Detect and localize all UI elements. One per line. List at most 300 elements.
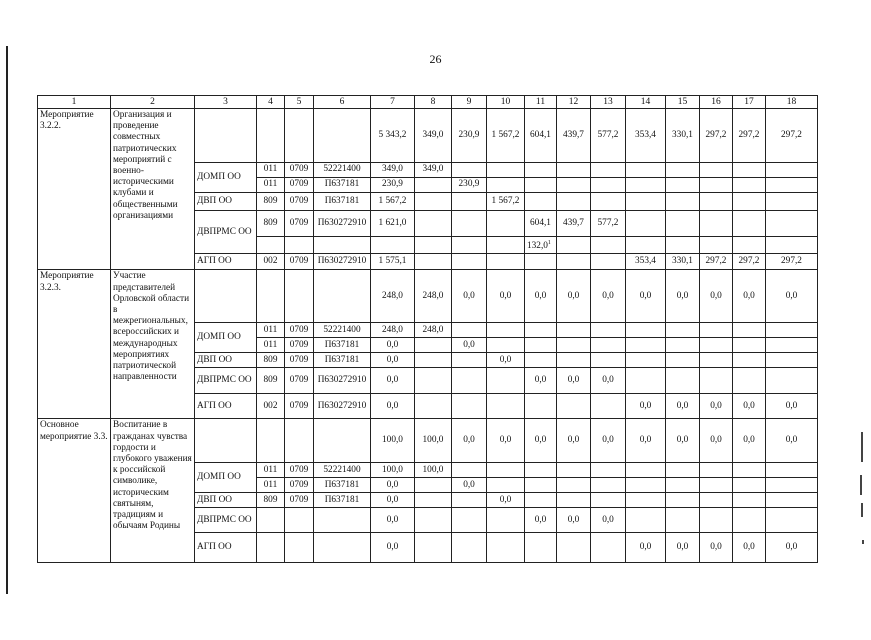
amount-value: 577,2: [591, 211, 626, 237]
total-value: 0,0: [452, 419, 487, 463]
column-number-header: 10: [487, 96, 525, 109]
total-value: 0,0: [733, 270, 766, 323]
total-value: 0,0: [666, 270, 700, 323]
total-value: 297,2: [700, 109, 733, 163]
rzpr-code: 0709: [285, 323, 314, 338]
amount-value: [766, 193, 818, 211]
amount-value: [487, 211, 525, 237]
amount-value: [452, 493, 487, 508]
csr-code: 52221400: [314, 163, 371, 178]
page-number: 26: [429, 52, 442, 66]
total-value: 0,0: [525, 419, 557, 463]
csr-code: [314, 419, 371, 463]
amount-value: [452, 463, 487, 478]
amount-value: [626, 493, 666, 508]
amount-value: [733, 338, 766, 353]
total-value: 5 343,2: [371, 109, 415, 163]
amount-value: 0,0: [700, 394, 733, 419]
amount-value: 0,0: [371, 478, 415, 493]
column-number-header: 15: [666, 96, 700, 109]
executor-name: ДВПРМС ОО: [195, 368, 257, 394]
total-value: 100,0: [415, 419, 452, 463]
scan-artifact-mark: [861, 432, 863, 462]
grbs-code: [257, 419, 285, 463]
executor-name: АГП ОО: [195, 254, 257, 270]
amount-value: [415, 394, 452, 419]
amount-value: [487, 368, 525, 394]
executor-name: ДОМП ОО: [195, 163, 257, 193]
executor-name: ДВП ОО: [195, 353, 257, 368]
rzpr-code: [285, 533, 314, 563]
amount-value: [557, 353, 591, 368]
amount-value: [557, 394, 591, 419]
amount-value: [415, 478, 452, 493]
amount-value: [733, 323, 766, 338]
amount-value: [415, 353, 452, 368]
csr-code: [314, 109, 371, 163]
total-value: 353,4: [626, 109, 666, 163]
amount-value: [557, 178, 591, 193]
block-total-row: [38, 270, 818, 323]
csr-code: П630272910: [314, 254, 371, 270]
amount-value: 100,0: [371, 463, 415, 478]
total-value: 0,0: [591, 419, 626, 463]
amount-value: [666, 323, 700, 338]
header-row: [38, 96, 818, 109]
amount-value: [487, 163, 525, 178]
grbs-code: 809: [257, 211, 285, 237]
amount-value: [415, 493, 452, 508]
amount-value: 0,0: [666, 533, 700, 563]
amount-value: [700, 478, 733, 493]
amount-value: [557, 533, 591, 563]
amount-value: [371, 237, 415, 254]
amount-value: [766, 237, 818, 254]
total-value: 0,0: [666, 419, 700, 463]
amount-value: [591, 478, 626, 493]
amount-value: [700, 508, 733, 533]
amount-value: 0,0: [591, 508, 626, 533]
amount-value: [591, 394, 626, 419]
amount-value: [557, 493, 591, 508]
amount-value: 0,0: [557, 368, 591, 394]
csr-code: П630272910: [314, 211, 371, 237]
amount-value: [557, 193, 591, 211]
amount-value: 297,2: [766, 254, 818, 270]
amount-value: [766, 323, 818, 338]
amount-value: [415, 193, 452, 211]
amount-value: [452, 394, 487, 419]
total-value: 604,1: [525, 109, 557, 163]
binding-edge-line: [6, 46, 8, 594]
csr-code: 52221400: [314, 323, 371, 338]
amount-value: 1 575,1: [371, 254, 415, 270]
csr-code: [314, 270, 371, 323]
rzpr-code: [285, 109, 314, 163]
activity-code: Мероприятие 3.2.3.: [38, 270, 111, 419]
rzpr-code: [285, 419, 314, 463]
amount-value: [766, 338, 818, 353]
amount-value: [766, 163, 818, 178]
footnote-value: 132,0: [527, 241, 548, 252]
rzpr-code: 0709: [285, 368, 314, 394]
amount-value: [452, 323, 487, 338]
amount-value: [666, 211, 700, 237]
amount-value: [700, 211, 733, 237]
total-value: 248,0: [371, 270, 415, 323]
csr-code: [314, 533, 371, 563]
column-number-header: 9: [452, 96, 487, 109]
amount-value: [415, 254, 452, 270]
amount-value: [626, 463, 666, 478]
amount-value: [700, 338, 733, 353]
value-with-footnote: [525, 237, 557, 254]
amount-value: [591, 254, 626, 270]
budget-table: [37, 95, 818, 563]
rzpr-code: 0709: [285, 211, 314, 237]
amount-value: [626, 478, 666, 493]
grbs-code: [257, 508, 285, 533]
amount-value: 0,0: [371, 493, 415, 508]
amount-value: 0,0: [700, 533, 733, 563]
executor-name: ДОМП ОО: [195, 323, 257, 353]
total-value: 0,0: [591, 270, 626, 323]
grbs-code: 011: [257, 163, 285, 178]
amount-value: [666, 508, 700, 533]
total-value: 0,0: [700, 270, 733, 323]
amount-value: [626, 193, 666, 211]
column-number-header: 3: [195, 96, 257, 109]
amount-value: [525, 338, 557, 353]
amount-value: 0,0: [626, 394, 666, 419]
amount-value: [525, 493, 557, 508]
grbs-code: 011: [257, 463, 285, 478]
amount-value: 1 621,0: [371, 211, 415, 237]
csr-code: [314, 237, 371, 254]
amount-value: [487, 478, 525, 493]
rzpr-code: 0709: [285, 193, 314, 211]
amount-value: [591, 493, 626, 508]
column-number-header: 16: [700, 96, 733, 109]
scan-artifact-mark: [862, 540, 864, 544]
amount-value: 0,0: [371, 338, 415, 353]
amount-value: 0,0: [452, 338, 487, 353]
amount-value: [557, 478, 591, 493]
amount-value: 0,0: [666, 394, 700, 419]
amount-value: [591, 178, 626, 193]
total-value: 439,7: [557, 109, 591, 163]
amount-value: [415, 508, 452, 533]
total-value: 0,0: [733, 419, 766, 463]
amount-value: 353,4: [626, 254, 666, 270]
amount-value: 0,0: [371, 508, 415, 533]
rzpr-code: 0709: [285, 338, 314, 353]
column-number-header: 17: [733, 96, 766, 109]
amount-value: 0,0: [626, 533, 666, 563]
grbs-code: 002: [257, 254, 285, 270]
amount-value: 297,2: [733, 254, 766, 270]
amount-value: [626, 237, 666, 254]
csr-code: П637181: [314, 338, 371, 353]
amount-value: [487, 254, 525, 270]
amount-value: [666, 353, 700, 368]
amount-value: [626, 353, 666, 368]
activity-name: Воспитание в гражданах чувства гордости и глубокого уважения к российской символике, историческим святыням, традициям и обычаям Родины: [111, 419, 195, 563]
amount-value: [525, 394, 557, 419]
csr-code: П637181: [314, 193, 371, 211]
amount-value: [626, 163, 666, 178]
block-total-row: [38, 419, 818, 463]
executor-name: ДВП ОО: [195, 193, 257, 211]
grbs-code: 809: [257, 493, 285, 508]
amount-value: [557, 237, 591, 254]
rzpr-code: [285, 508, 314, 533]
amount-value: 0,0: [452, 478, 487, 493]
total-value: 100,0: [371, 419, 415, 463]
amount-value: [525, 254, 557, 270]
amount-value: [666, 193, 700, 211]
executor-cell: [195, 419, 257, 463]
amount-value: [666, 478, 700, 493]
amount-value: [557, 163, 591, 178]
amount-value: [452, 508, 487, 533]
amount-value: [666, 493, 700, 508]
amount-value: [666, 338, 700, 353]
amount-value: [591, 323, 626, 338]
amount-value: [733, 353, 766, 368]
total-value: 297,2: [766, 109, 818, 163]
amount-value: [700, 353, 733, 368]
amount-value: 349,0: [371, 163, 415, 178]
amount-value: [591, 533, 626, 563]
amount-value: [626, 508, 666, 533]
amount-value: [666, 463, 700, 478]
amount-value: [766, 493, 818, 508]
amount-value: [557, 323, 591, 338]
amount-value: 439,7: [557, 211, 591, 237]
amount-value: [557, 254, 591, 270]
amount-value: [733, 493, 766, 508]
amount-value: [733, 478, 766, 493]
amount-value: [666, 368, 700, 394]
activity-code: Мероприятие 3.2.2.: [38, 109, 111, 270]
grbs-code: [257, 533, 285, 563]
total-value: 0,0: [487, 270, 525, 323]
amount-value: 230,9: [371, 178, 415, 193]
amount-value: 1 567,2: [371, 193, 415, 211]
amount-value: [525, 463, 557, 478]
executor-name: ДОМП ОО: [195, 463, 257, 493]
total-value: 0,0: [525, 270, 557, 323]
amount-value: 0,0: [525, 508, 557, 533]
column-number-header: 1: [38, 96, 111, 109]
amount-value: [525, 178, 557, 193]
amount-value: [415, 338, 452, 353]
rzpr-code: [285, 237, 314, 254]
amount-value: 1 567,2: [487, 193, 525, 211]
amount-value: [591, 193, 626, 211]
amount-value: [766, 368, 818, 394]
amount-value: [700, 163, 733, 178]
total-value: 0,0: [557, 270, 591, 323]
csr-code: П637181: [314, 178, 371, 193]
column-number-header: 2: [111, 96, 195, 109]
amount-value: [487, 394, 525, 419]
amount-value: [700, 178, 733, 193]
amount-value: [626, 338, 666, 353]
total-value: 297,2: [733, 109, 766, 163]
amount-value: 0,0: [766, 533, 818, 563]
total-value: 248,0: [415, 270, 452, 323]
total-value: 0,0: [626, 419, 666, 463]
csr-code: П637181: [314, 478, 371, 493]
amount-value: [591, 237, 626, 254]
total-value: 0,0: [766, 270, 818, 323]
amount-value: [733, 211, 766, 237]
grbs-code: 011: [257, 323, 285, 338]
amount-value: 349,0: [415, 163, 452, 178]
rzpr-code: 0709: [285, 254, 314, 270]
amount-value: [452, 254, 487, 270]
executor-cell: [195, 270, 257, 323]
amount-value: [525, 353, 557, 368]
amount-value: [415, 533, 452, 563]
amount-value: 248,0: [371, 323, 415, 338]
activity-code: Основное мероприятие 3.3.: [38, 419, 111, 563]
rzpr-code: 0709: [285, 163, 314, 178]
rzpr-code: 0709: [285, 463, 314, 478]
amount-value: [452, 163, 487, 178]
amount-value: [666, 163, 700, 178]
grbs-code: 011: [257, 478, 285, 493]
amount-value: [733, 463, 766, 478]
amount-value: [525, 478, 557, 493]
total-value: 0,0: [700, 419, 733, 463]
rzpr-code: 0709: [285, 353, 314, 368]
amount-value: 230,9: [452, 178, 487, 193]
amount-value: [766, 508, 818, 533]
block-total-row: [38, 109, 818, 163]
amount-value: [666, 178, 700, 193]
total-value: 0,0: [452, 270, 487, 323]
amount-value: [452, 533, 487, 563]
amount-value: [487, 508, 525, 533]
amount-value: [415, 237, 452, 254]
column-number-header: 18: [766, 96, 818, 109]
amount-value: [700, 463, 733, 478]
amount-value: [766, 478, 818, 493]
amount-value: [766, 463, 818, 478]
amount-value: [700, 368, 733, 394]
rzpr-code: 0709: [285, 394, 314, 419]
amount-value: 330,1: [666, 254, 700, 270]
column-number-header: 12: [557, 96, 591, 109]
amount-value: [415, 211, 452, 237]
amount-value: [700, 193, 733, 211]
column-number-header: 4: [257, 96, 285, 109]
amount-value: [557, 463, 591, 478]
rzpr-code: 0709: [285, 178, 314, 193]
amount-value: [733, 163, 766, 178]
amount-value: [452, 211, 487, 237]
amount-value: [700, 237, 733, 254]
csr-code: П630272910: [314, 368, 371, 394]
amount-value: 0,0: [371, 394, 415, 419]
footnote-mark: 1: [547, 240, 551, 246]
executor-name: АГП ОО: [195, 394, 257, 419]
grbs-code: [257, 270, 285, 323]
amount-value: [733, 508, 766, 533]
amount-value: [525, 323, 557, 338]
amount-value: [626, 211, 666, 237]
amount-value: 248,0: [415, 323, 452, 338]
amount-value: [591, 353, 626, 368]
column-number-header: 5: [285, 96, 314, 109]
csr-code: 52221400: [314, 463, 371, 478]
amount-value: [733, 368, 766, 394]
activity-name: Участие представителей Орловской области в межрегиональных, всероссийских и международных мероприятиях патриотической направленности: [111, 270, 195, 419]
grbs-code: 011: [257, 338, 285, 353]
rzpr-code: 0709: [285, 478, 314, 493]
column-number-header: 6: [314, 96, 371, 109]
total-value: 0,0: [487, 419, 525, 463]
csr-code: [314, 508, 371, 533]
grbs-code: 809: [257, 193, 285, 211]
amount-value: [487, 463, 525, 478]
executor-name: АГП ОО: [195, 533, 257, 563]
amount-value: [766, 211, 818, 237]
amount-value: [487, 323, 525, 338]
total-value: 0,0: [557, 419, 591, 463]
rzpr-code: 0709: [285, 493, 314, 508]
amount-value: [452, 353, 487, 368]
total-value: 0,0: [766, 419, 818, 463]
amount-value: 0,0: [371, 368, 415, 394]
amount-value: [733, 178, 766, 193]
amount-value: [415, 178, 452, 193]
amount-value: [700, 493, 733, 508]
amount-value: [626, 368, 666, 394]
amount-value: [487, 237, 525, 254]
amount-value: [487, 533, 525, 563]
amount-value: [557, 338, 591, 353]
total-value: 330,1: [666, 109, 700, 163]
total-value: 0,0: [626, 270, 666, 323]
amount-value: [591, 338, 626, 353]
amount-value: 0,0: [487, 353, 525, 368]
amount-value: 0,0: [557, 508, 591, 533]
amount-value: [666, 237, 700, 254]
rzpr-code: [285, 270, 314, 323]
amount-value: [525, 163, 557, 178]
amount-value: 0,0: [371, 533, 415, 563]
csr-code: П630272910: [314, 394, 371, 419]
column-number-header: 8: [415, 96, 452, 109]
amount-value: [766, 178, 818, 193]
amount-value: [487, 338, 525, 353]
amount-value: [591, 163, 626, 178]
amount-value: 100,0: [415, 463, 452, 478]
scan-artifact-mark: [861, 503, 863, 517]
amount-value: [733, 193, 766, 211]
executor-name: ДВП ОО: [195, 493, 257, 508]
executor-name: ДВПРМС ОО: [195, 508, 257, 533]
amount-value: 297,2: [700, 254, 733, 270]
csr-code: П637181: [314, 493, 371, 508]
grbs-code: [257, 237, 285, 254]
amount-value: [452, 237, 487, 254]
amount-value: 0,0: [591, 368, 626, 394]
